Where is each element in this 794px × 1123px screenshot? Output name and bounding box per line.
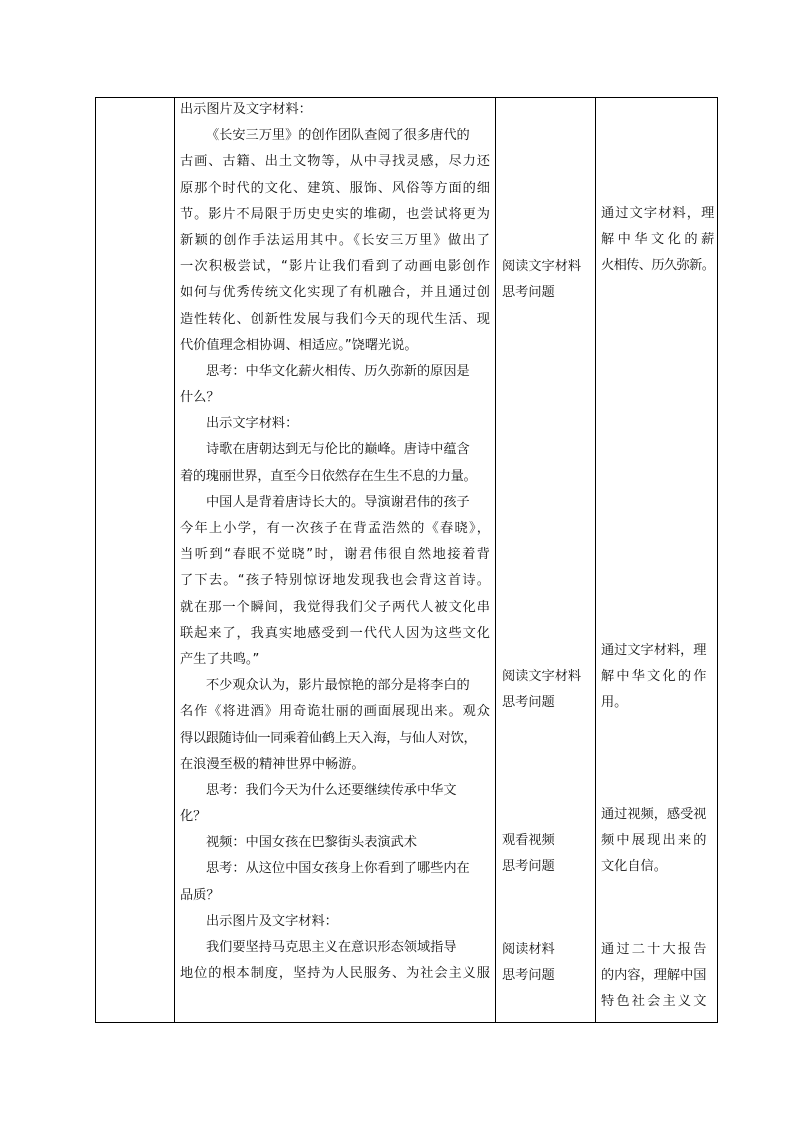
- intent-line: 用。: [601, 695, 628, 711]
- question-line: 思考：中华文化薪火相传、历久弥新的原因是: [206, 363, 470, 379]
- intent-line: 解中华文化的作: [601, 669, 707, 685]
- question-line: 思考：从这位中国女孩身上你看到了哪些内在: [206, 861, 470, 877]
- content-line: 诗歌在唐朝达到无与伦比的巅峰。唐诗中蕴含: [206, 442, 470, 458]
- intent-line: 通过二十大报告: [601, 942, 707, 957]
- intent-line: 火相传、历久弥新。: [601, 258, 715, 274]
- content-line: 造性转化、创新性发展与我们今天的现代生活、现: [180, 311, 490, 327]
- activity-line: 思考问题: [502, 695, 555, 711]
- intent-block: [601, 937, 707, 1016]
- content-line: 出示图片及文字材料：: [180, 102, 312, 117]
- activity-block: [502, 664, 581, 716]
- intent-line: 文化自信。: [601, 859, 667, 875]
- content-line: 新颖的创作手法运用其中。《长安三万里》做出了: [180, 232, 490, 248]
- table-divider-1: [174, 97, 175, 1023]
- question-line: 品质？: [180, 887, 220, 903]
- activity-line: 思考问题: [502, 859, 555, 875]
- content-line: 了下去。“孩子特别惊讶地发现我也会背这首诗。: [180, 573, 490, 589]
- activity-line: 阅读文字材料: [502, 669, 582, 684]
- content-line: 代价值理念相协调、相适应。”饶曙光说。: [180, 337, 418, 353]
- video-line: 视频：中国女孩在巴黎街头表演武术: [206, 835, 417, 851]
- intent-block: [601, 201, 714, 280]
- question-line: 什么？: [180, 390, 220, 406]
- content-line: 一次积极尝试，“影片让我们看到了动画电影创作: [180, 259, 490, 275]
- content-line: 不少观众认为，影片最惊艳的部分是将李白的: [206, 678, 470, 694]
- intent-block: [601, 638, 707, 717]
- content-line: 地位的根本制度，坚持为人民服务、为社会主义服: [180, 966, 490, 982]
- content-line: 就在那一个瞬间，我觉得我们父子两代人被文化串: [180, 599, 490, 615]
- content-line: 着的瑰丽世界，直至今日依然存在生生不息的力量。: [180, 468, 477, 484]
- content-line: 《长安三万里》的创作团队查阅了很多唐代的: [206, 128, 470, 144]
- content-line: 如何与优秀传统文化实现了有机融合，并且通过创: [180, 285, 490, 301]
- intent-line: 解中华文化的薪: [601, 232, 715, 248]
- content-line: 古画、古籍、出土文物等，从中寻找灵感，尽力还: [180, 154, 490, 170]
- intent-line: 的内容，理解中国: [601, 968, 707, 984]
- intent-line: 频中展现出来的: [601, 833, 707, 849]
- content-line: 今年上小学，有一次孩子在背孟浩然的《春晓》，: [180, 521, 490, 536]
- activity-line: 思考问题: [502, 285, 555, 301]
- content-line: 我们要坚持马克思主义在意识形态领域指导: [206, 940, 457, 955]
- content-line: 产生了共鸣。”: [180, 651, 260, 667]
- intent-block: [601, 802, 707, 881]
- table-divider-2: [495, 97, 496, 1023]
- content-line: 原那个时代的文化、建筑、服饰、风俗等方面的细: [180, 180, 490, 196]
- activity-line: 阅读材料: [502, 942, 555, 957]
- table-border-bottom: [95, 1022, 718, 1023]
- content-line: 出示文字材料：: [206, 416, 299, 432]
- teaching-content-column: [180, 97, 490, 987]
- content-line: 得以跟随诗仙一同乘着仙鹤上天入海，与仙人对饮，: [180, 730, 477, 746]
- intent-line: 特色社会主义文: [601, 994, 707, 1010]
- activity-block: [502, 254, 581, 306]
- question-line: 思考：我们今天为什么还要继续传承中华文: [206, 782, 457, 798]
- table-border-left: [95, 97, 96, 1023]
- content-line: 出示图片及文字材料：: [206, 913, 338, 929]
- content-line: 联起来了，我真实地感受到一代代人因为这些文化: [180, 625, 490, 641]
- activity-line: 观看视频: [502, 833, 555, 848]
- intent-line: 通过文字材料，理: [601, 206, 715, 221]
- content-line: 名作《将进酒》用奇诡壮丽的画面展现出来。观众: [180, 704, 490, 720]
- activity-block: [502, 937, 555, 989]
- content-line: 节。影片不局限于历史史实的堆砌，也尝试将更为: [180, 206, 490, 222]
- question-line: 化？: [180, 809, 207, 825]
- table-divider-3: [595, 97, 596, 1023]
- content-line: 在浪漫至极的精神世界中畅游。: [180, 756, 365, 772]
- table-border-right: [717, 97, 718, 1023]
- activity-line: 思考问题: [502, 968, 555, 984]
- intent-line: 通过文字材料，理: [601, 643, 707, 658]
- activity-block: [502, 828, 555, 880]
- activity-line: 阅读文字材料: [502, 259, 582, 274]
- intent-line: 通过视频，感受视: [601, 807, 707, 822]
- content-line: 中国人是背着唐诗长大的。导演谢君伟的孩子: [206, 494, 470, 510]
- content-line: 当听到“春眠不觉晓”时，谢君伟很自然地接着背: [180, 547, 490, 563]
